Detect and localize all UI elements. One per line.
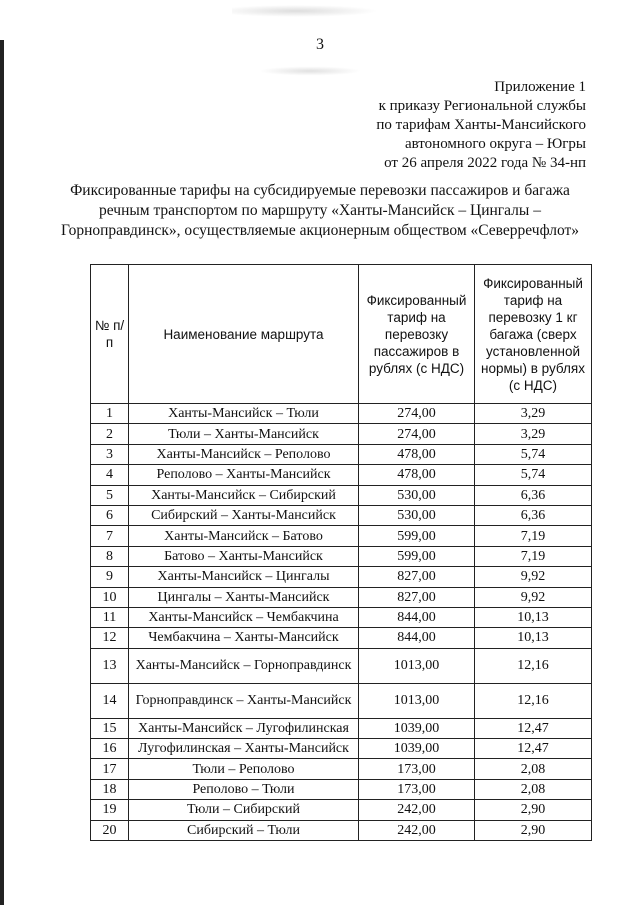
baggage-tariff-cell: 6,36 (475, 505, 592, 525)
passenger-tariff-cell: 274,00 (359, 424, 475, 444)
scan-edge-bar (0, 40, 4, 905)
appendix-line: от 26 апреля 2022 года № 34-нп (384, 155, 586, 171)
passenger-tariff-cell: 530,00 (359, 485, 475, 505)
table-row (91, 444, 592, 464)
baggage-tariff-cell: 5,74 (475, 444, 592, 464)
baggage-tariff-cell: 3,29 (475, 404, 592, 424)
table-row (91, 424, 592, 444)
route-name-cell: Ханты-Мансийск – Чембакчина (129, 607, 359, 627)
baggage-tariff-cell: 10,13 (475, 607, 592, 627)
appendix-line: по тарифам Ханты-Мансийского (376, 117, 586, 133)
row-number-cell: 10 (91, 587, 129, 607)
appendix-line: Приложение 1 (494, 79, 586, 95)
table-row (91, 820, 592, 840)
scan-smudge (255, 66, 365, 76)
header-baggage-tariff: Фиксированный тариф на перевозку 1 кг багажа (сверх установленной нормы) в рублях (с НДС) (475, 265, 592, 404)
table-row (91, 526, 592, 546)
table-row (91, 628, 592, 648)
appendix-line: к приказу Региональной службы (378, 98, 586, 114)
passenger-tariff-cell: 478,00 (359, 444, 475, 464)
baggage-tariff-cell: 9,92 (475, 567, 592, 587)
route-name-cell: Горноправдинск – Ханты-Мансийск (129, 683, 359, 718)
baggage-tariff-cell: 6,36 (475, 485, 592, 505)
passenger-tariff-cell: 599,00 (359, 546, 475, 566)
table-row (91, 404, 592, 424)
baggage-tariff-cell: 12,47 (475, 739, 592, 759)
baggage-tariff-cell: 12,47 (475, 718, 592, 738)
baggage-tariff-cell: 2,90 (475, 800, 592, 820)
row-number-cell: 19 (91, 800, 129, 820)
row-number-cell: 2 (91, 424, 129, 444)
table-row (91, 683, 592, 718)
table-row (91, 739, 592, 759)
route-name-cell: Реполово – Тюли (129, 779, 359, 799)
passenger-tariff-cell: 827,00 (359, 567, 475, 587)
row-number-cell: 8 (91, 546, 129, 566)
passenger-tariff-cell: 599,00 (359, 526, 475, 546)
route-name-cell: Ханты-Мансийск – Цингалы (129, 567, 359, 587)
document-title: Фиксированные тарифы на субсидируемые перевозки пассажиров и багажа речным транспортом по маршруту «Ханты-Мансийск – Цингалы – Горноправдинск», осуществляемые акционерным обществом «Северречфлот» (60, 182, 580, 239)
passenger-tariff-cell: 1039,00 (359, 718, 475, 738)
row-number-cell: 14 (91, 683, 129, 718)
route-name-cell: Ханты-Мансийск – Батово (129, 526, 359, 546)
table-row (91, 607, 592, 627)
route-name-cell: Сибирский – Ханты-Мансийск (129, 505, 359, 525)
passenger-tariff-cell: 173,00 (359, 759, 475, 779)
page-number: 3 (316, 36, 324, 53)
table-row (91, 505, 592, 525)
route-name-cell: Чембакчина – Ханты-Мансийск (129, 628, 359, 648)
table-header-row (91, 265, 592, 404)
row-number-cell: 13 (91, 648, 129, 683)
table-row (91, 648, 592, 683)
row-number-cell: 5 (91, 485, 129, 505)
route-name-cell: Ханты-Мансийск – Сибирский (129, 485, 359, 505)
row-number-cell: 12 (91, 628, 129, 648)
passenger-tariff-cell: 478,00 (359, 465, 475, 485)
route-name-cell: Сибирский – Тюли (129, 820, 359, 840)
baggage-tariff-cell: 7,19 (475, 526, 592, 546)
baggage-tariff-cell: 5,74 (475, 465, 592, 485)
header-passenger-tariff: Фиксированный тариф на перевозку пассажиров в рублях (с НДС) (359, 265, 475, 404)
table-row (91, 546, 592, 566)
route-name-cell: Цингалы – Ханты-Мансийск (129, 587, 359, 607)
table-row (91, 800, 592, 820)
appendix-line: автономного округа – Югры (404, 136, 586, 152)
passenger-tariff-cell: 1039,00 (359, 739, 475, 759)
table-row (91, 567, 592, 587)
baggage-tariff-cell: 10,13 (475, 628, 592, 648)
passenger-tariff-cell: 1013,00 (359, 683, 475, 718)
route-name-cell: Батово – Ханты-Мансийск (129, 546, 359, 566)
route-name-cell: Ханты-Мансийск – Тюли (129, 404, 359, 424)
passenger-tariff-cell: 1013,00 (359, 648, 475, 683)
route-name-cell: Тюли – Сибирский (129, 800, 359, 820)
row-number-cell: 15 (91, 718, 129, 738)
row-number-cell: 9 (91, 567, 129, 587)
route-name-cell: Лугофилинская – Ханты-Мансийск (129, 739, 359, 759)
route-name-cell: Ханты-Мансийск – Лугофилинская (129, 718, 359, 738)
row-number-cell: 6 (91, 505, 129, 525)
header-route: Наименование маршрута (129, 265, 359, 404)
route-name-cell: Ханты-Мансийск – Горноправдинск (129, 648, 359, 683)
baggage-tariff-cell: 2,90 (475, 820, 592, 840)
row-number-cell: 16 (91, 739, 129, 759)
row-number-cell: 3 (91, 444, 129, 464)
passenger-tariff-cell: 844,00 (359, 607, 475, 627)
baggage-tariff-cell: 3,29 (475, 424, 592, 444)
row-number-cell: 4 (91, 465, 129, 485)
baggage-tariff-cell: 9,92 (475, 587, 592, 607)
row-number-cell: 17 (91, 759, 129, 779)
row-number-cell: 1 (91, 404, 129, 424)
route-name-cell: Реполово – Ханты-Мансийск (129, 465, 359, 485)
passenger-tariff-cell: 274,00 (359, 404, 475, 424)
route-name-cell: Тюли – Ханты-Мансийск (129, 424, 359, 444)
baggage-tariff-cell: 12,16 (475, 648, 592, 683)
passenger-tariff-cell: 827,00 (359, 587, 475, 607)
table-row (91, 485, 592, 505)
passenger-tariff-cell: 844,00 (359, 628, 475, 648)
scan-smudge (232, 4, 392, 18)
table-row (91, 759, 592, 779)
row-number-cell: 18 (91, 779, 129, 799)
baggage-tariff-cell: 7,19 (475, 546, 592, 566)
row-number-cell: 11 (91, 607, 129, 627)
passenger-tariff-cell: 242,00 (359, 820, 475, 840)
table-row (91, 587, 592, 607)
header-num: № п/п (91, 265, 129, 404)
table-row (91, 718, 592, 738)
tariff-table (90, 264, 592, 841)
route-name-cell: Ханты-Мансийск – Реполово (129, 444, 359, 464)
table-row (91, 465, 592, 485)
baggage-tariff-cell: 12,16 (475, 683, 592, 718)
baggage-tariff-cell: 2,08 (475, 759, 592, 779)
baggage-tariff-cell: 2,08 (475, 779, 592, 799)
route-name-cell: Тюли – Реполово (129, 759, 359, 779)
row-number-cell: 20 (91, 820, 129, 840)
row-number-cell: 7 (91, 526, 129, 546)
passenger-tariff-cell: 530,00 (359, 505, 475, 525)
table-row (91, 779, 592, 799)
passenger-tariff-cell: 242,00 (359, 800, 475, 820)
appendix-block (376, 78, 586, 173)
passenger-tariff-cell: 173,00 (359, 779, 475, 799)
